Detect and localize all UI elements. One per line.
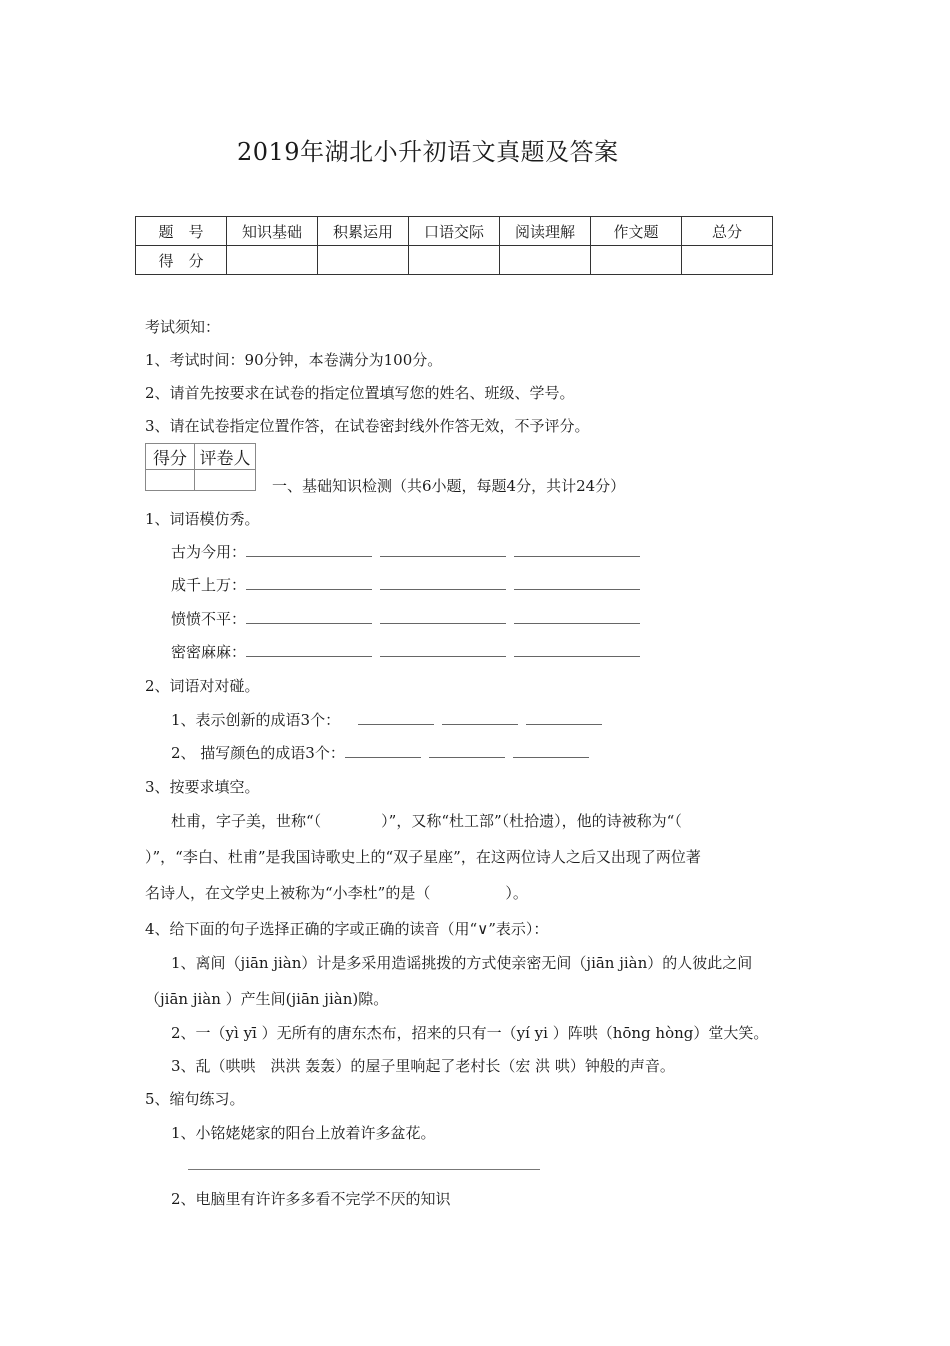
answer-blank[interactable] — [345, 743, 421, 758]
header-cell: 口语交际 — [409, 217, 500, 246]
q1-row — [171, 574, 640, 595]
question-2-title: 2、词语对对碰。 — [145, 677, 260, 695]
answer-blank[interactable] — [358, 710, 434, 725]
answer-blank[interactable] — [380, 575, 506, 590]
score-table-header-row — [136, 217, 773, 246]
grader-score-label: 得分 — [146, 444, 195, 470]
q4-line: 2、一（yì yī ）无所有的唐东杰布，招来的只有一（yí yi ）阵哄（hōng hòng）堂大笑。 — [171, 1024, 769, 1042]
score-table-score-row — [136, 246, 773, 275]
q1-row — [171, 541, 640, 562]
q1-row-label: 密密麻麻： — [171, 643, 247, 661]
score-cell — [500, 246, 591, 275]
question-1-title: 1、词语模仿秀。 — [145, 510, 260, 528]
header-cell: 作文题 — [591, 217, 682, 246]
q4-line: 3、乱（哄哄 洪洪 轰轰）的屋子里响起了老村长（宏 洪 哄）钟般的声音。 — [171, 1057, 675, 1075]
q1-row-label: 成千上万： — [171, 576, 247, 594]
notice-item: 2、请首先按要求在试卷的指定位置填写您的姓名、班级、学号。 — [145, 384, 575, 402]
answer-blank[interactable] — [246, 642, 372, 657]
answer-blank[interactable] — [246, 609, 372, 624]
row-label-cell: 得 分 — [136, 246, 227, 275]
answer-blank[interactable] — [514, 575, 640, 590]
q3-line: 名诗人，在文学史上被称为“小李杜”的是（ ）。 — [145, 884, 528, 902]
header-cell: 题 号 — [136, 217, 227, 246]
section-heading: 一、基础知识检测（共6小题，每题4分，共计24分） — [272, 477, 626, 495]
q4-line: （jiān jiàn ）产生间(jiān jiàn)隙。 — [145, 990, 389, 1008]
score-cell — [591, 246, 682, 275]
q1-row — [171, 608, 640, 629]
q1-row — [171, 641, 640, 662]
q3-line: 杜甫，字子美，世称“（ ）”，又称“杜工部”（杜拾遗），他的诗被称为“（ — [171, 812, 682, 830]
q5-item: 2、电脑里有许许多多看不完学不厌的知识 — [171, 1190, 451, 1208]
answer-blank[interactable] — [246, 575, 372, 590]
answer-blank[interactable] — [514, 542, 640, 557]
answer-blank[interactable] — [514, 609, 640, 624]
header-cell: 总分 — [682, 217, 773, 246]
q2-row — [171, 709, 602, 730]
q2-row-label: 1、表示创新的成语3个： — [171, 711, 341, 729]
answer-blank[interactable] — [380, 542, 506, 557]
score-cell — [409, 246, 500, 275]
score-table — [135, 216, 773, 275]
question-3-title: 3、按要求填空。 — [145, 778, 260, 796]
header-cell: 积累运用 — [318, 217, 409, 246]
answer-blank[interactable] — [246, 542, 372, 557]
notice-item: 1、考试时间：90分钟，本卷满分为100分。 — [145, 351, 443, 369]
grader-name-cell — [195, 470, 256, 491]
answer-blank[interactable] — [513, 743, 589, 758]
q4-line: 1、离间（jiān jiàn）计是多采用造谣挑拨的方式使亲密无间（jiān jiàn）的人彼此之间 — [171, 954, 753, 972]
question-4-title: 4、给下面的句子选择正确的字或正确的读音（用“∨”表示）： — [145, 920, 549, 938]
header-cell: 阅读理解 — [500, 217, 591, 246]
q1-row-label: 愤愤不平： — [171, 610, 247, 628]
notice-heading: 考试须知： — [145, 318, 221, 336]
answer-blank[interactable] — [442, 710, 518, 725]
page-title: 2019年湖北小升初语文真题及答案 — [237, 138, 619, 166]
grader-score-cell — [146, 470, 195, 491]
q5-item: 1、小铭姥姥家的阳台上放着许多盆花。 — [171, 1124, 436, 1142]
score-cell — [318, 246, 409, 275]
q1-row-label: 古为今用： — [171, 543, 247, 561]
q2-row — [171, 742, 589, 763]
answer-blank[interactable] — [526, 710, 602, 725]
score-cell — [227, 246, 318, 275]
header-cell: 知识基础 — [227, 217, 318, 246]
answer-blank[interactable] — [380, 609, 506, 624]
grader-box — [145, 443, 256, 491]
notice-item: 3、请在试卷指定位置作答，在试卷密封线外作答无效，不予评分。 — [145, 417, 590, 435]
score-cell — [682, 246, 773, 275]
grader-name-label: 评卷人 — [195, 444, 256, 470]
question-5-title: 5、缩句练习。 — [145, 1090, 245, 1108]
answer-blank[interactable] — [429, 743, 505, 758]
q3-line: ）”，“李白、杜甫”是我国诗歌史上的“双子星座”，在这两位诗人之后又出现了两位著 — [145, 848, 701, 866]
q2-row-label: 2、 描写颜色的成语3个： — [171, 744, 345, 762]
answer-line[interactable] — [188, 1169, 540, 1170]
answer-blank[interactable] — [380, 642, 506, 657]
answer-blank[interactable] — [514, 642, 640, 657]
